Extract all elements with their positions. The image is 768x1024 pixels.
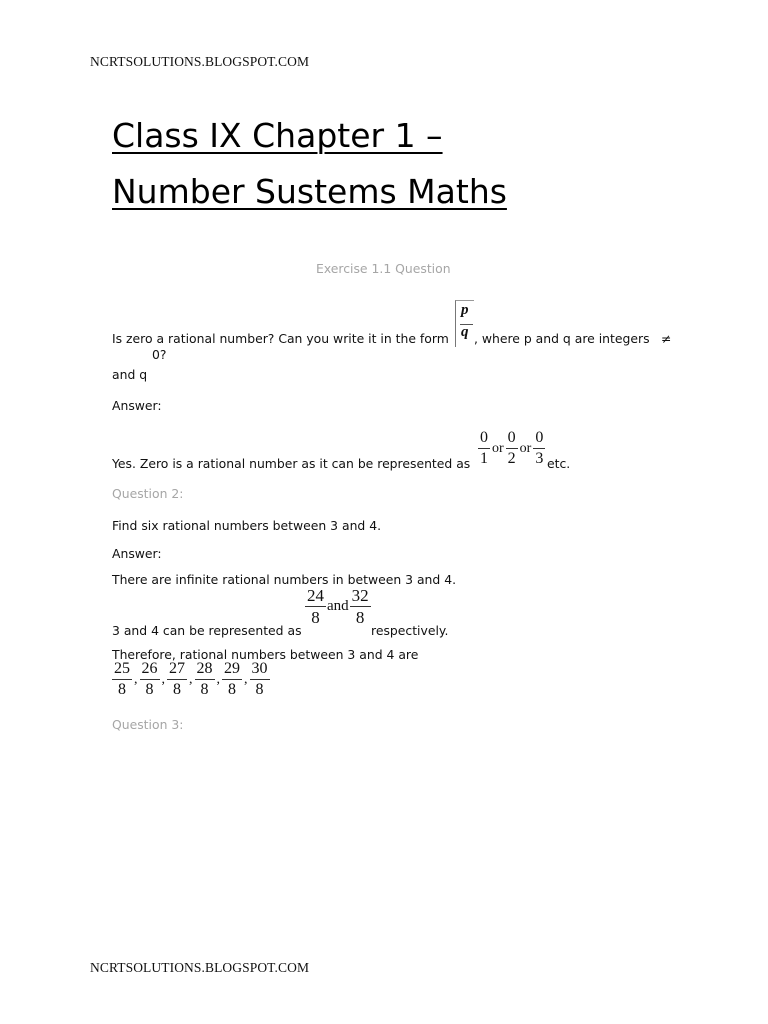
fraction-denominator: 8 [355,608,365,627]
fraction-denominator: 1 [480,450,488,467]
three-four-fractions [305,587,371,626]
q1-text: Is zero a rational number? Can you write it in the form [112,331,449,346]
fraction-numerator: 0 [506,430,518,449]
fraction-denominator: 8 [255,681,264,698]
q1-and-q: and q [112,367,148,382]
header-site-url: NCRTSOLUTIONS.BLOGSPOT.COM [90,54,310,69]
comma: , [189,671,193,687]
or-word: or [519,440,532,456]
fraction-numerator: 26 [140,661,160,680]
q2-text: Find six rational numbers between 3 and 4. [112,518,382,533]
comma: , [244,671,248,687]
footer-site-url: NCRTSOLUTIONS.BLOGSPOT.COM [90,960,310,975]
fraction-denominator: q [461,324,469,340]
fraction-denominator: 8 [118,681,126,698]
fraction-denominator: 8 [311,608,320,627]
fraction-denominator: 8 [173,681,181,698]
fraction-numerator: 32 [351,586,369,605]
fraction [112,661,132,698]
q2-answer-line-1: There are infinite rational numbers in between 3 and 4. [112,572,457,587]
fraction-numerator: 25 [112,661,132,680]
and-word: and [327,598,349,614]
comma: , [161,671,165,687]
fraction [140,661,160,698]
title-line-2: Number Sustems Maths [112,172,507,211]
q2-answer-label: Answer: [112,546,162,561]
q2-label: Question 2: [112,486,184,501]
fraction-denominator: 8 [145,681,154,698]
title-line-1: Class IX Chapter 1 – [112,116,443,155]
p-over-q-fraction [455,300,474,347]
fraction-numerator: 24 [307,586,324,605]
fraction-numerator: 30 [250,661,270,680]
fraction [250,661,270,698]
fraction-numerator: 27 [167,661,187,680]
fraction [167,661,187,698]
rational-numbers-row [112,661,270,698]
q2-represented-text: 3 and 4 can be represented as [112,623,302,638]
fraction-numerator: 0 [478,430,490,449]
not-equal-symbol: ≠ [661,331,672,346]
fraction-numerator: 29 [222,661,242,680]
q3-label: Question 3: [112,717,184,732]
comma: , [134,671,138,687]
fraction-numerator: 0 [533,430,545,449]
q2-therefore-text: Therefore, rational numbers between 3 and 4 are [112,647,419,662]
fraction [478,430,490,467]
zero-fractions-row [478,430,545,467]
or-word: or [492,440,504,456]
fraction-numerator: 28 [195,661,215,680]
q1-answer-text: Yes. Zero is a rational number as it can be represented as [112,456,471,471]
q1-zero-question: 0? [152,347,167,362]
fraction-numerator: p [461,302,469,318]
comma: , [216,671,220,687]
fraction-denominator: 8 [200,681,209,698]
fraction-denominator: 3 [535,450,544,467]
q1-text-after: , where p and q are integers [474,331,650,346]
respectively-text: respectively. [371,623,449,638]
fraction-denominator: 8 [228,681,236,698]
fraction [506,430,518,467]
q1-answer-label: Answer: [112,398,162,413]
fraction [533,430,545,467]
exercise-heading: Exercise 1.1 Question [316,261,451,276]
fraction [350,587,371,626]
fraction-denominator: 2 [507,450,516,467]
fraction [222,661,242,698]
fraction [305,587,326,626]
etc-text: etc. [547,456,571,471]
fraction [195,661,215,698]
